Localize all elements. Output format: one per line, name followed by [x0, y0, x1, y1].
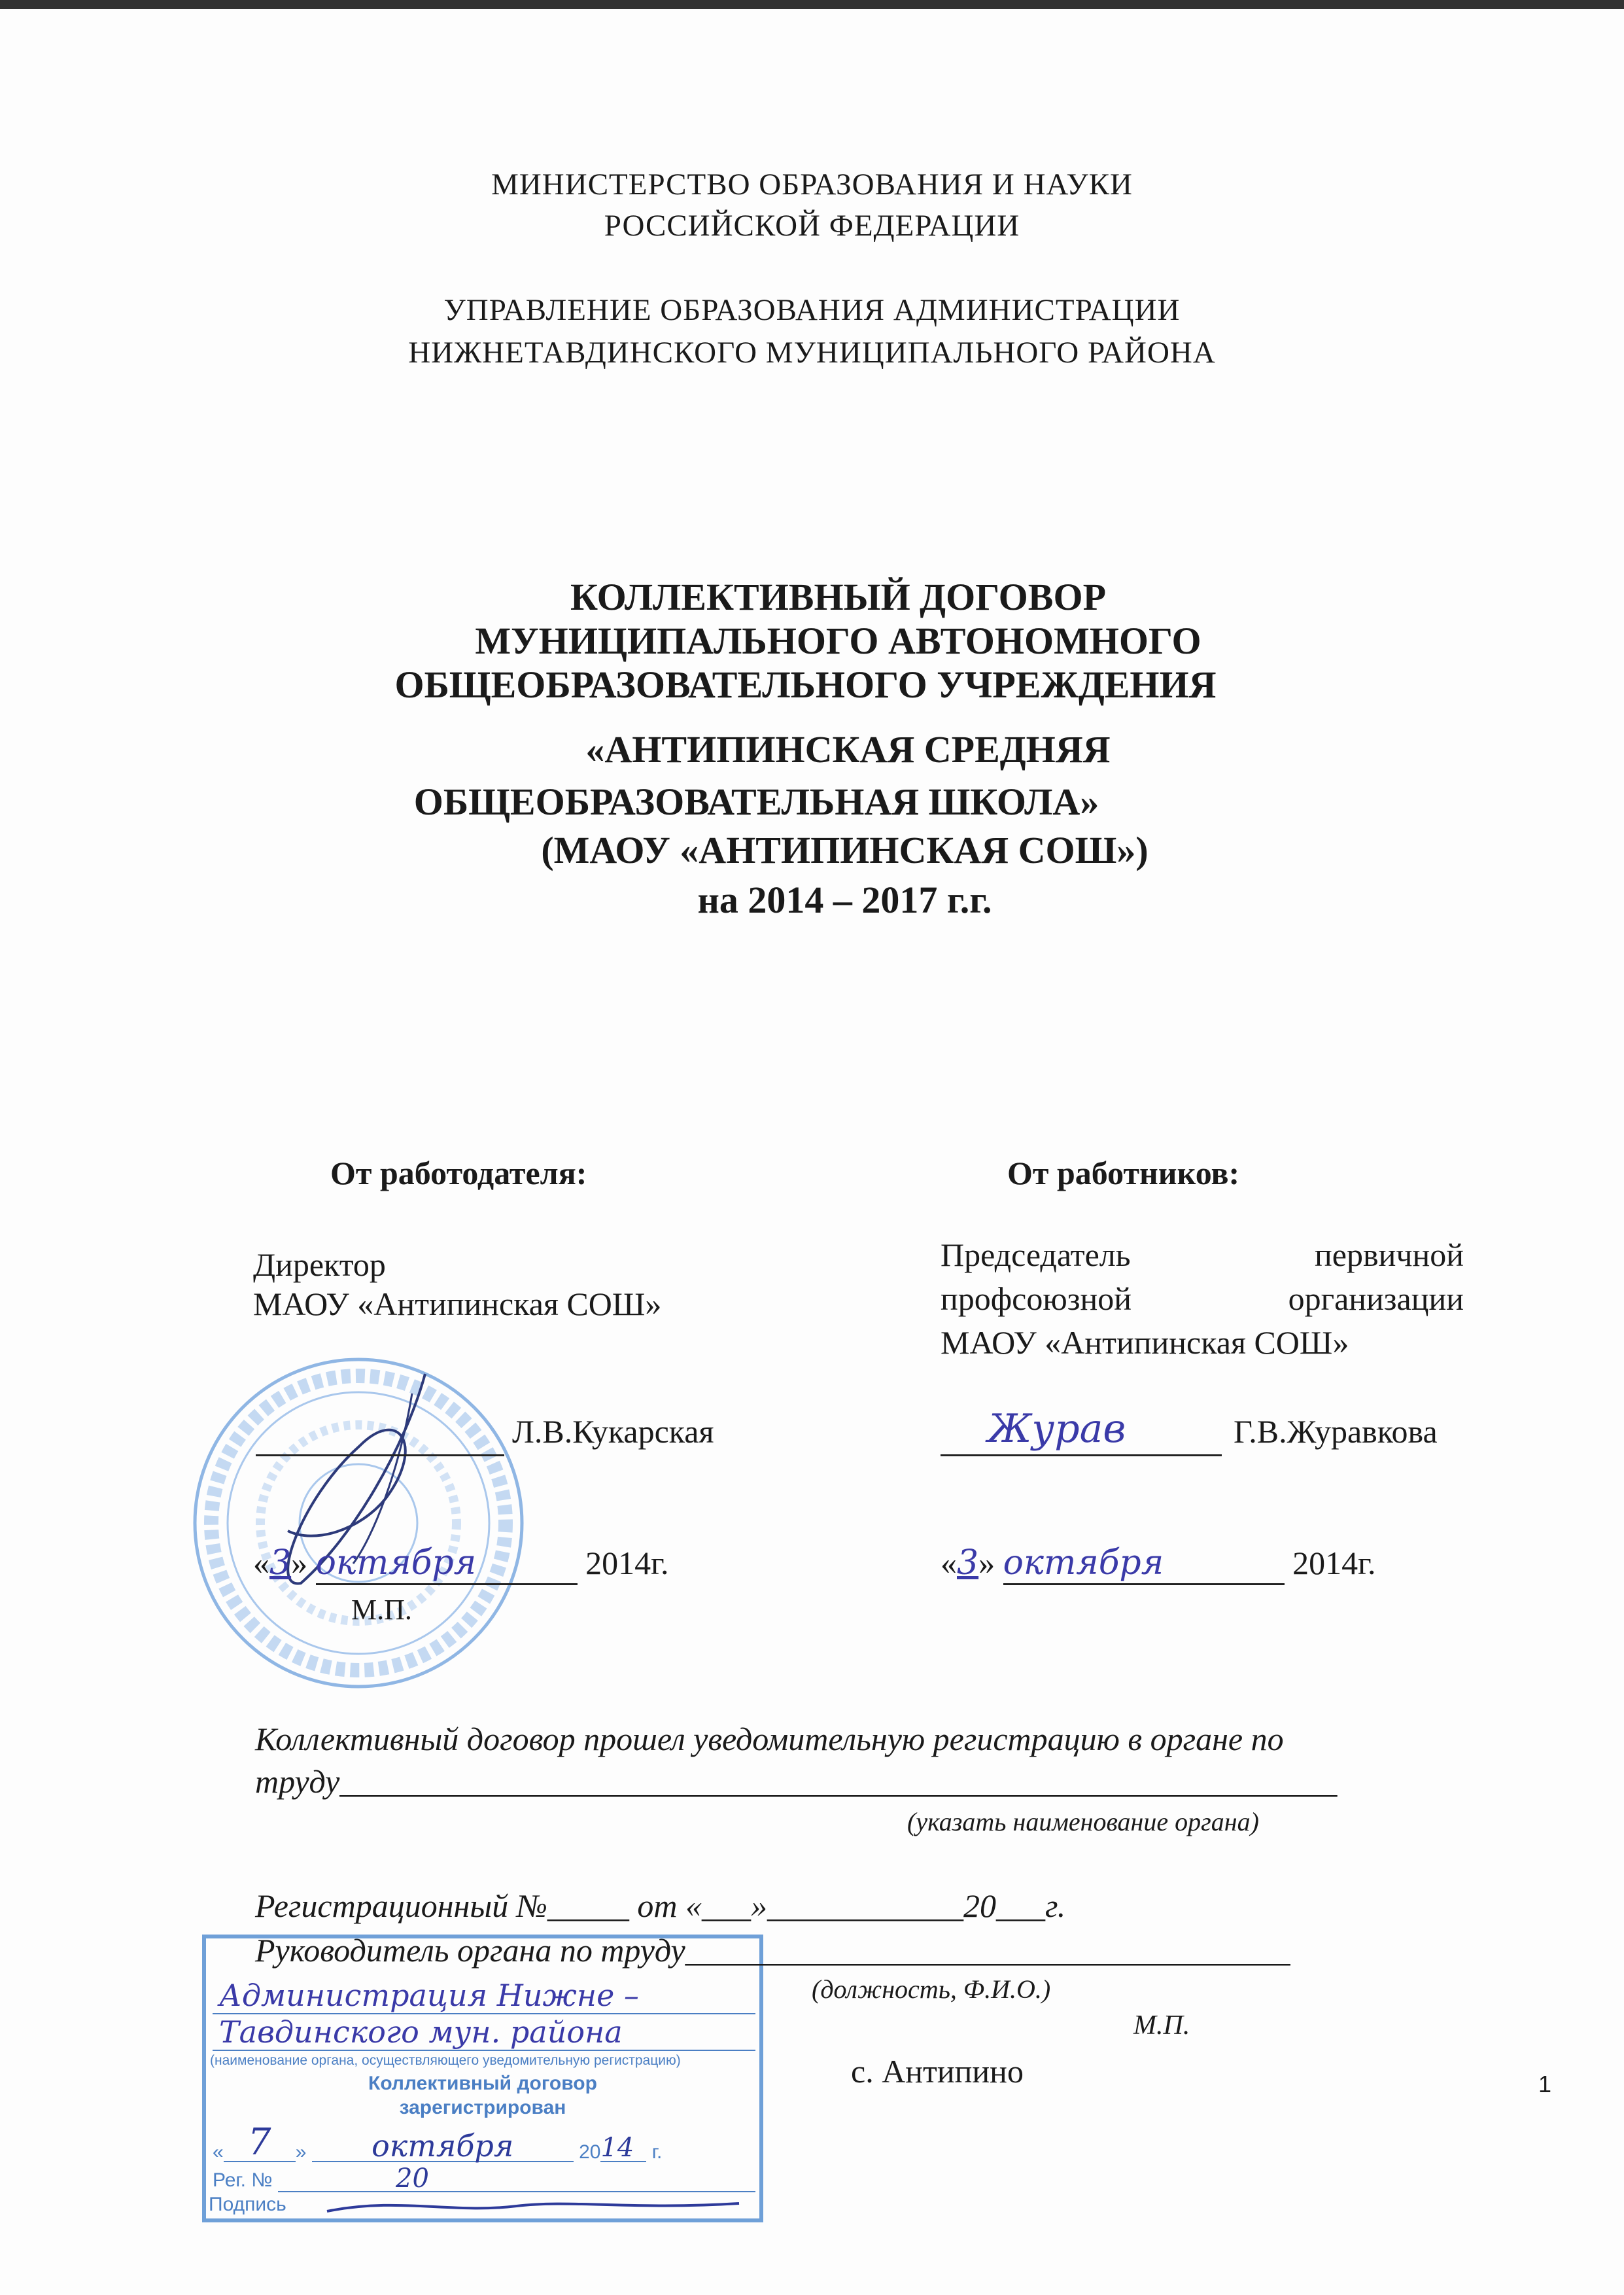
title-line: «АНТИПИНСКАЯ СРЕДНЯЯ	[585, 728, 1111, 771]
word: организации	[1288, 1280, 1464, 1317]
title-line: ОБЩЕОБРАЗОВАТЕЛЬНАЯ ШКОЛА»	[413, 780, 1099, 823]
place: с. Антипино	[851, 2053, 1024, 2090]
department-line1: УПРАВЛЕНИЕ ОБРАЗОВАНИЯ АДМИНИСТРАЦИИ	[443, 293, 1181, 327]
employer-date: «3» октября 2014г.	[253, 1544, 668, 1585]
stamp-organ-caption: (наименование органа, осуществляющего уведомительную регистрацию)	[210, 2053, 681, 2068]
registration-organ-line: труду_____________________________________________________________	[255, 1763, 1338, 1800]
stamp-signature	[320, 2192, 752, 2218]
employees-position-line1	[941, 1236, 1464, 1274]
registration-number-line: Регистрационный №_____ от «___»____________20___г.	[255, 1887, 1066, 1924]
ministry-line1: МИНИСТЕРСТВО ОБРАЗОВАНИЯ И НАУКИ	[491, 167, 1133, 201]
employer-date-month: октября	[316, 1544, 578, 1585]
word: первичной	[1315, 1236, 1464, 1273]
title-line: (МАОУ «АНТИПИНСКАЯ СОШ»)	[541, 829, 1149, 871]
employees-heading: От работников:	[1007, 1155, 1240, 1191]
title-line: на 2014 – 2017 г.г.	[697, 879, 992, 921]
head-of-organ-line: Руководитель органа по труду_____________________________________	[255, 1932, 1290, 1969]
registration-paragraph: Коллективный договор прошел уведомительную регистрацию в органе по	[255, 1721, 1284, 1757]
employees-position-line2	[941, 1280, 1464, 1318]
ministry-line2: РОССИЙСКОЙ ФЕДЕРАЦИИ	[604, 209, 1020, 243]
stamp-month: октября	[312, 2131, 574, 2162]
stamp-year-prefix: 20	[579, 2141, 601, 2163]
page-number: 1	[1538, 2071, 1552, 2097]
title-line: КОЛЛЕКТИВНЫЙ ДОГОВОР	[570, 576, 1106, 618]
department-line2: НИЖНЕТАВДИНСКОГО МУНИЦИПАЛЬНОГО РАЙОНА	[408, 336, 1216, 370]
employees-name: Г.В.Журавкова	[1234, 1413, 1438, 1450]
word: Председатель	[941, 1236, 1131, 1273]
employer-seal-label: М.П.	[351, 1594, 412, 1626]
stamp-signature-label: Подпись	[209, 2194, 286, 2215]
stamp-organ-handwritten-1: Администрация Нижне –	[219, 1978, 639, 2013]
word: профсоюзной	[941, 1280, 1132, 1317]
stamp-organ-handwritten-2: Тавдинского мун. района	[219, 2014, 623, 2050]
title-line: ОБЩЕОБРАЗОВАТЕЛЬНОГО УЧРЕЖДЕНИЯ	[394, 663, 1217, 706]
head-hint: (должность, Ф.И.О.)	[812, 1974, 1051, 2004]
stamp-day: 7	[224, 2124, 296, 2162]
employer-date-year: 2014г.	[585, 1545, 669, 1581]
stamp-title-2: зарегистрирован	[399, 2097, 566, 2118]
employees-date-day: 3	[957, 1543, 979, 1583]
employees-date: «3» октября 2014г.	[941, 1544, 1375, 1585]
employer-organization: МАОУ «Антипинская СОШ»	[253, 1286, 662, 1322]
stamp-title-1: Коллективный договор	[368, 2073, 597, 2094]
stamp-line	[213, 2050, 755, 2051]
employer-heading: От работодателя:	[330, 1155, 587, 1191]
employer-position: Директор	[253, 1246, 386, 1283]
title-line: МУНИЦИПАЛЬНОГО АВТОНОМНОГО	[475, 620, 1201, 662]
stamp-year-end: г.	[651, 2141, 663, 2163]
stamp-date: « 7 » октября 20 14 г.	[213, 2121, 663, 2164]
employees-signature: Журав	[988, 1406, 1126, 1452]
stamp-reg-label: Рег. №	[213, 2169, 273, 2191]
registration-stamp	[202, 1935, 763, 2222]
employer-signature-line	[256, 1454, 504, 1456]
employer-date-day: 3	[269, 1543, 292, 1583]
stamp-reg-number: 20	[396, 2164, 429, 2194]
employees-organization: МАОУ «Антипинская СОШ»	[941, 1324, 1349, 1361]
scan-edge	[0, 0, 1624, 9]
organ-hint: (указать наименование органа)	[907, 1807, 1259, 1836]
employer-name: Л.В.Кукарская	[512, 1413, 714, 1450]
stamp-year: 14	[600, 2135, 646, 2162]
employees-signature-line	[941, 1454, 1222, 1456]
registration-seal-label: М.П.	[1133, 2010, 1190, 2041]
employees-date-month: октября	[1003, 1544, 1285, 1585]
employees-date-year: 2014г.	[1292, 1545, 1376, 1581]
